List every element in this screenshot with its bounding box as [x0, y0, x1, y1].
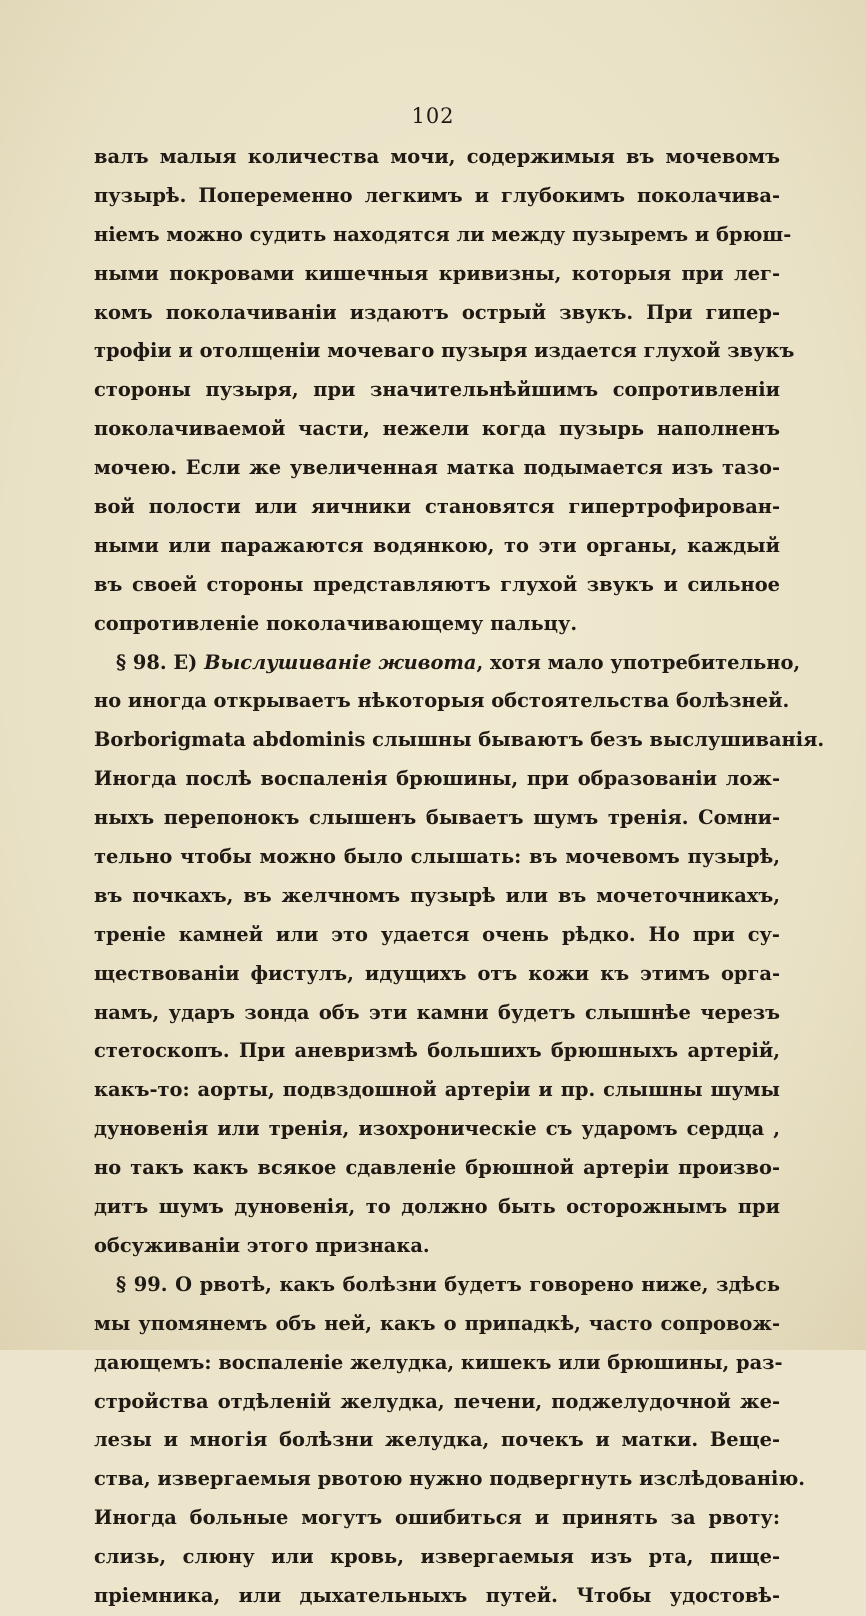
text-line: ными или паражаются водянкою, то эти органы, каждый — [94, 533, 780, 557]
text-line: намъ, ударъ зонда объ эти камни будетъ слышнѣе черезъ — [94, 1000, 780, 1024]
text-line: обсуживаніи этого признака. — [94, 1233, 430, 1257]
page-number: 102 — [411, 104, 455, 128]
text-line: валъ малыя количества мочи, содержимыя въ мочевомъ — [94, 145, 780, 168]
text-line: стетоскопъ. При аневризмѣ большихъ брюшныхъ артерій, — [94, 1039, 780, 1063]
section-continuation: , хотя мало употребительно, — [476, 650, 801, 674]
text-line: въ своей стороны представляютъ глухой звукъ и сильное — [94, 572, 780, 596]
text-line: пріемника, или дыхательныхъ путей. Чтобы удостовѣ- — [94, 1583, 780, 1607]
text-line: ніемъ можно судить находятся ли между пузыремъ и брюш- — [94, 222, 792, 246]
text-line: Иногда послѣ воспаленія брюшины, при образованіи лож- — [94, 767, 780, 791]
text-line: Иногда больные могутъ ошибиться и принять за рвоту: — [94, 1506, 780, 1530]
text-line: слизь, слюну или кровь, извергаемыя изъ рта, пище- — [94, 1545, 780, 1569]
body-text — [94, 138, 825, 1616]
text-line: пузырѣ. Попеременно легкимъ и глубокимъ поколачива- — [94, 183, 780, 207]
text-line: трофіи и отолщеніи мочеваго пузыря издается глухой звукъ — [94, 339, 795, 363]
text-line: Borborigmata abdominis слышны бываютъ безъ выслушиванія. — [94, 728, 825, 752]
text-line: дуновенія или тренія, изохроническіе съ ударомъ сердца , — [94, 1117, 780, 1141]
text-line: мы упомянемъ объ ней, какъ о припадкѣ, часто сопровож- — [94, 1311, 780, 1335]
text-line: въ почкахъ, въ желчномъ пузырѣ или въ мочеточникахъ, — [94, 883, 780, 907]
text-line: треніе камней или это удается очень рѣдко. Но при су- — [94, 922, 780, 946]
section-prefix: § 98. Е) — [116, 650, 205, 674]
text-line: комъ поколачиваніи издаютъ острый звукъ. При гипер- — [94, 300, 780, 324]
text-line: дающемъ: воспаленіе желудка, кишекъ или брюшины, раз- — [94, 1350, 783, 1374]
text-line: стройства отдѣленій желудка, печени, поджелудочной же- — [94, 1389, 780, 1413]
text-line: ными покровами кишечныя кривизны, которыя при лег- — [94, 261, 780, 285]
text-line: но такъ какъ всякое сдавленіе брюшной артеріи произво- — [94, 1156, 780, 1180]
text-line: мочею. Если же увеличенная матка подымается изъ тазо- — [94, 456, 780, 480]
text-line: вой полости или яичники становятся гипертрофирован- — [94, 495, 780, 519]
text-line: стороны пузыря, при значительнѣйшимъ сопротивленіи — [94, 378, 780, 402]
text-line: ства, извергаемыя рвотою нужно подвергнуть изслѣдованію. — [94, 1467, 806, 1491]
text-line: поколачиваемой части, нежели когда пузырь наполненъ — [94, 417, 780, 441]
text-line — [94, 644, 801, 683]
section-heading-italic: Выслушиваніе живота — [204, 650, 477, 674]
text-line: § 99. О рвотѣ, какъ болѣзни будетъ говорено ниже, здѣсь — [116, 1272, 780, 1296]
text-line: ныхъ перепонокъ слышенъ бываетъ шумъ тренія. Сомни- — [94, 806, 780, 830]
text-line: сопротивленіе поколачивающему пальцу. — [94, 611, 578, 635]
text-line: но иногда открываетъ нѣкоторыя обстоятельства болѣзней. — [94, 689, 790, 713]
text-line: ществованіи фистулъ, идущихъ отъ кожи къ этимъ орга- — [94, 961, 780, 985]
text-line: какъ-то: аорты, подвздошной артеріи и пр. слышны шумы — [94, 1078, 780, 1102]
text-line: лезы и многія болѣзни желудка, почекъ и матки. Веще- — [94, 1428, 780, 1452]
text-line: тельно чтобы можно было слышать: въ мочевомъ пузырѣ, — [94, 845, 780, 869]
text-line: дитъ шумъ дуновенія, то должно быть осторожнымъ при — [94, 1195, 780, 1219]
